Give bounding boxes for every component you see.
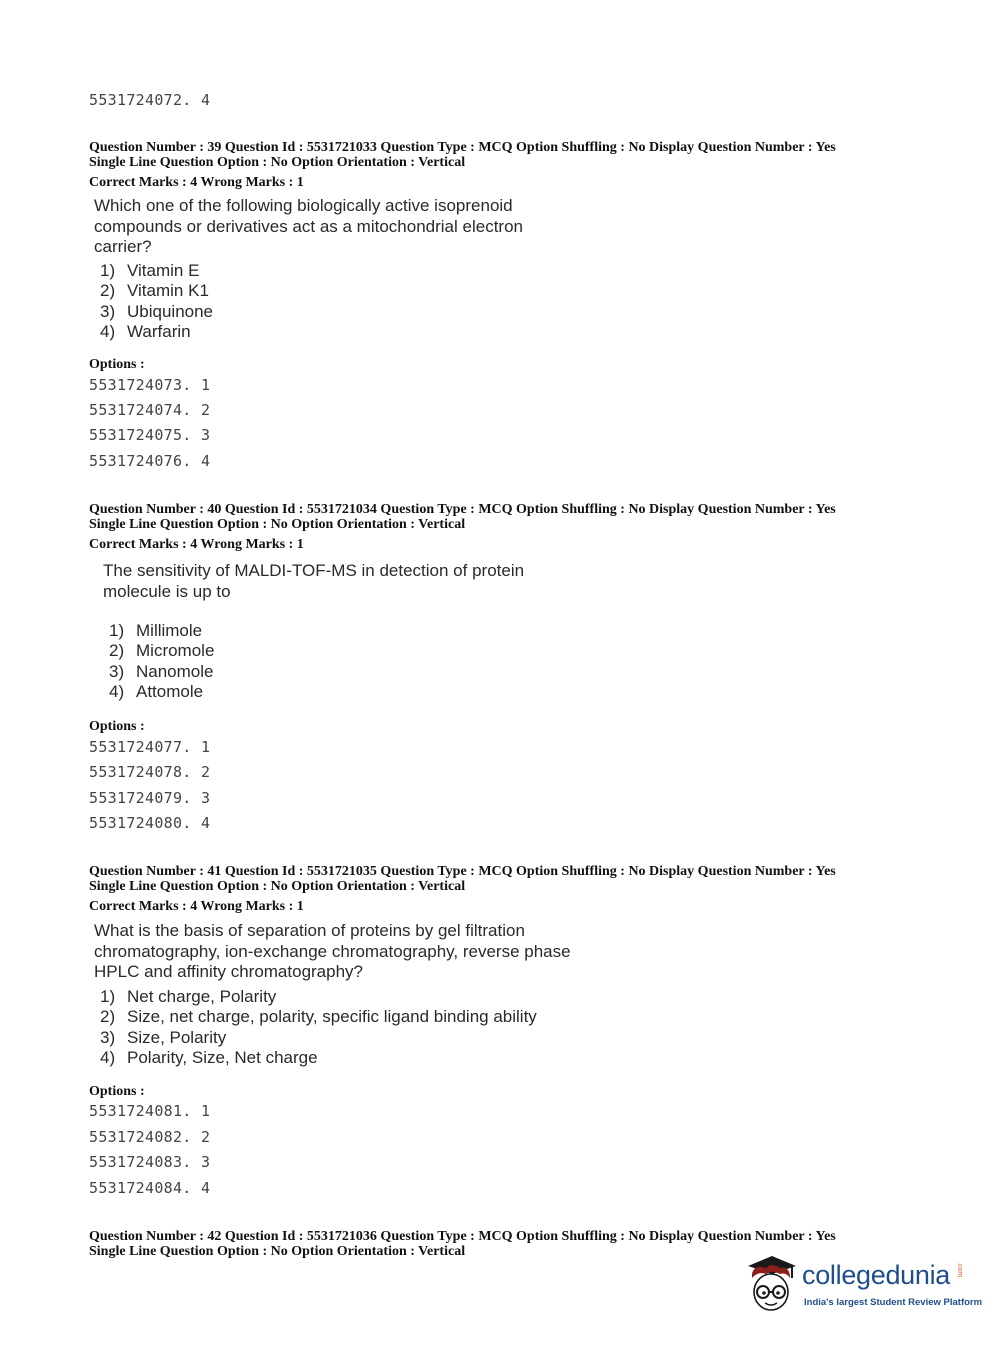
question-text: The sensitivity of MALDI-TOF-MS in detection of protein molecule is up to bbox=[103, 561, 525, 601]
option-line: 5531724076. 4 bbox=[89, 452, 211, 470]
option-line: 5531724084. 4 bbox=[89, 1179, 211, 1197]
choice-item: 4) Attomole bbox=[109, 681, 204, 701]
logo-tagline: India's largest Student Review Platform bbox=[804, 1297, 983, 1308]
choice-item: 3) Ubiquinone bbox=[100, 301, 214, 321]
option-line: 5531724081. 1 bbox=[89, 1102, 211, 1120]
logo-wordmark: collegedunia bbox=[802, 1260, 951, 1290]
option-line: 5531724074. 2 bbox=[89, 401, 211, 419]
choice-item: 3) Nanomole bbox=[109, 661, 214, 681]
option-line: 5531724083. 3 bbox=[89, 1153, 211, 1171]
collegedunia-logo[interactable] bbox=[742, 1250, 983, 1320]
logo-suffix: .com bbox=[956, 1262, 963, 1278]
option-line: 5531724078. 2 bbox=[89, 763, 211, 781]
option-line: 5531724073. 1 bbox=[89, 376, 211, 394]
question-meta: Single Line Question Option : No Option Orientation : Vertical bbox=[89, 1244, 466, 1259]
question-meta: Single Line Question Option : No Option Orientation : Vertical bbox=[89, 155, 466, 170]
option-line: 5531724079. 3 bbox=[89, 789, 211, 807]
options-label: Options : bbox=[89, 719, 145, 734]
option-line: 5531724082. 2 bbox=[89, 1128, 211, 1146]
choice-item: 1) Vitamin E bbox=[100, 261, 200, 280]
choice-item: 2) Size, net charge, polarity, specific ligand binding ability bbox=[100, 1007, 537, 1027]
choice-list bbox=[109, 621, 214, 702]
choice-item: 2) Vitamin K1 bbox=[100, 281, 209, 301]
option-line: 5531724075. 3 bbox=[89, 426, 211, 444]
choice-item: 1) Millimole bbox=[109, 621, 203, 640]
option-line: 5531724080. 4 bbox=[89, 814, 211, 832]
question-meta: Single Line Question Option : No Option Orientation : Vertical bbox=[89, 517, 466, 532]
question-meta: Question Number : 42 Question Id : 5531721036 Question Type : MCQ Option Shuffling : No Display Question Number : Yes bbox=[89, 1229, 836, 1244]
question-meta: Question Number : 39 Question Id : 5531721033 Question Type : MCQ Option Shuffling : No Display Question Number : Yes bbox=[89, 140, 836, 155]
question-meta: Single Line Question Option : No Option Orientation : Vertical bbox=[89, 879, 466, 894]
choice-item: 2) Micromole bbox=[109, 641, 215, 661]
option-line: 5531724077. 1 bbox=[89, 738, 211, 756]
option-line: 5531724072. 4 bbox=[89, 91, 211, 109]
question-marks: Correct Marks : 4 Wrong Marks : 1 bbox=[89, 537, 304, 552]
question-marks: Correct Marks : 4 Wrong Marks : 1 bbox=[89, 175, 304, 190]
options-label: Options : bbox=[89, 1084, 145, 1099]
choice-item: 4) Warfarin bbox=[100, 321, 191, 341]
choice-item: 1) Net charge, Polarity bbox=[100, 987, 277, 1006]
mascot-icon bbox=[742, 1252, 802, 1320]
choice-item: 4) Polarity, Size, Net charge bbox=[100, 1047, 318, 1067]
choice-list bbox=[100, 261, 213, 342]
question-text: What is the basis of separation of proteins by gel filtration chromatography, ion-exchange chromatography, reverse phase HPLC and affinity chromatography? bbox=[94, 921, 571, 981]
question-meta: Question Number : 41 Question Id : 5531721035 Question Type : MCQ Option Shuffling : No Display Question Number : Yes bbox=[89, 864, 836, 879]
choice-list bbox=[100, 987, 537, 1068]
question-marks: Correct Marks : 4 Wrong Marks : 1 bbox=[89, 899, 304, 914]
question-meta: Question Number : 40 Question Id : 5531721034 Question Type : MCQ Option Shuffling : No Display Question Number : Yes bbox=[89, 502, 836, 517]
choice-item: 3) Size, Polarity bbox=[100, 1027, 227, 1047]
question-text: Which one of the following biologically active isoprenoid compounds or derivatives act as a mitochondrial electron carrier? bbox=[94, 196, 523, 256]
options-label: Options : bbox=[89, 357, 145, 372]
